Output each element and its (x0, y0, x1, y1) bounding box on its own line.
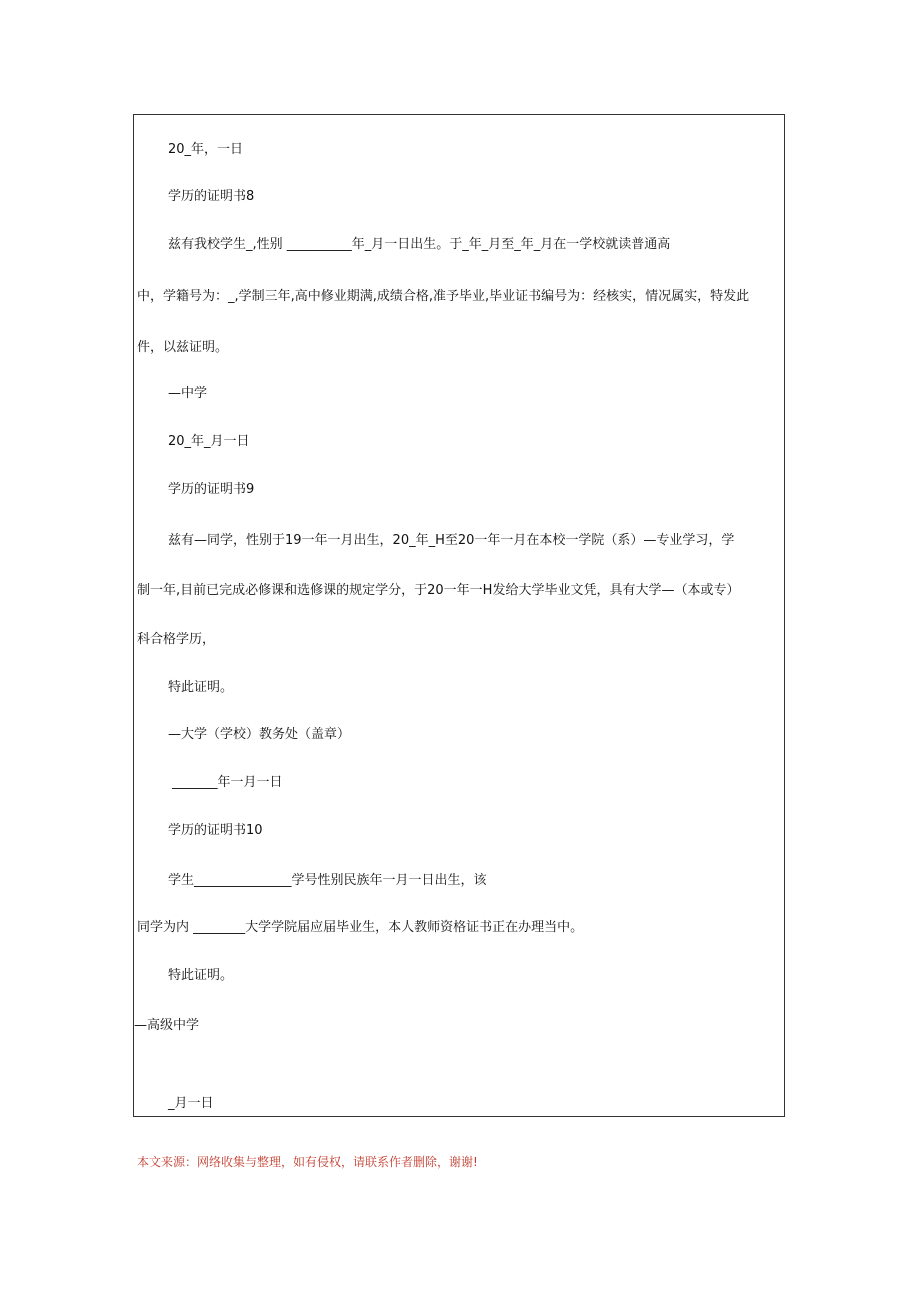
date-line: _月一日 (168, 1096, 214, 1111)
date-line: 20_年，一日 (168, 142, 244, 157)
closing-line: 特此证明。 (168, 968, 234, 983)
date-line: _______年一月一日 (172, 775, 283, 790)
closing-line: 特此证明。 (168, 680, 234, 695)
paragraph-line: 中，学籍号为：_,学制三年,高中修业期满,成绩合格,准予毕业,毕业证书编号为：经核实，情况属实，特发此 (137, 289, 750, 304)
paragraph-line: 兹有我校学生_,性别 __________年_月一日出生。于_年_月至_年_月在一学校就读普通高 (168, 237, 671, 252)
certificate-heading-9: 学历的证明书9 (168, 482, 255, 497)
source-note: 本文来源：网络收集与整理，如有侵权，请联系作者删除，谢谢! (137, 1155, 478, 1169)
issuer-line: —高级中学 (134, 1018, 200, 1033)
paragraph-line: 同学为内 ________大学学院届应届毕业生，本人教师资格证书正在办理当中。 (137, 920, 584, 935)
paragraph-line: 科合格学历， (137, 632, 216, 647)
issuer-line: —大学（学校）教务处（盖章） (168, 727, 351, 742)
paragraph-line: 制一年,目前已完成必修课和选修课的规定学分，于20一年一H发给大学毕业文凭，具有大学—（本或专） (137, 583, 740, 598)
paragraph-line: 学生_______________学号性别民族年一月一日出生，该 (168, 873, 487, 888)
paragraph-line: 件，以兹证明。 (137, 340, 229, 355)
paragraph-line: 兹有—同学，性别于19一年一月出生，20_年_H至20一年一月在本校一学院（系）—专业学习，学 (168, 533, 735, 548)
issuer-line: —中学 (168, 386, 208, 401)
certificate-heading-10: 学历的证明书10 (168, 823, 263, 838)
date-line: 20_年_月一日 (168, 434, 250, 449)
certificate-heading-8: 学历的证明书8 (168, 189, 255, 204)
document-frame (133, 114, 785, 1117)
